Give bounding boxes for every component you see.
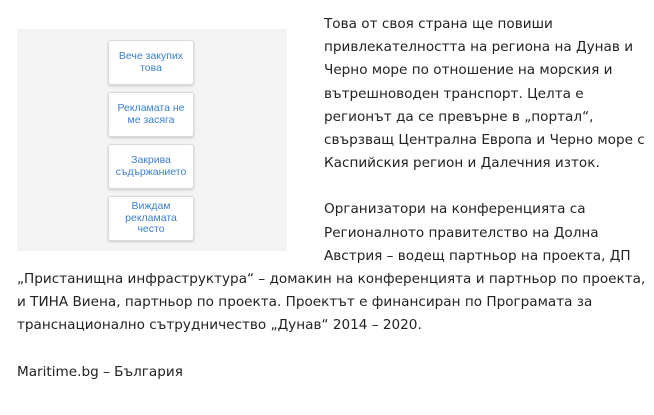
ad-feedback-panel [17,29,287,251]
article-paragraph: Организатори на конференцията са Регионалното правителство на Долна Австрия – водещ партньор на проекта, ДП „Пристанищна инфраструктура“ – домакин на конференцията и партньор по проекта, и ТИНА Виена, партньор по проекта. Проектът е финансиран по Програмата за транснационално сътрудничество „Дунав“ 2014 – 2020. [17,201,646,334]
source-credit: Maritime.bg – България [17,363,183,380]
already-bought-button[interactable]: Вече закупих това [108,40,194,85]
article-paragraph: Това от своя страна ще повиши привлекателността на региона на Дунав и Черно море по отношение на морския и вътрешноводен транспорт. Целта е регионът да се превърне в „портал“, свързващ Централна Европа и Черно море с Каспийския регион и Далечния изток. [324,16,645,172]
seen-too-often-button[interactable]: Виждам рекламата често [108,196,194,241]
article-body [17,13,647,407]
ad-not-relevant-button[interactable]: Рекламата не ме засяга [108,92,194,137]
covers-content-button[interactable]: Закрива съдържанието [108,144,194,189]
ad-feedback-options [108,40,194,248]
